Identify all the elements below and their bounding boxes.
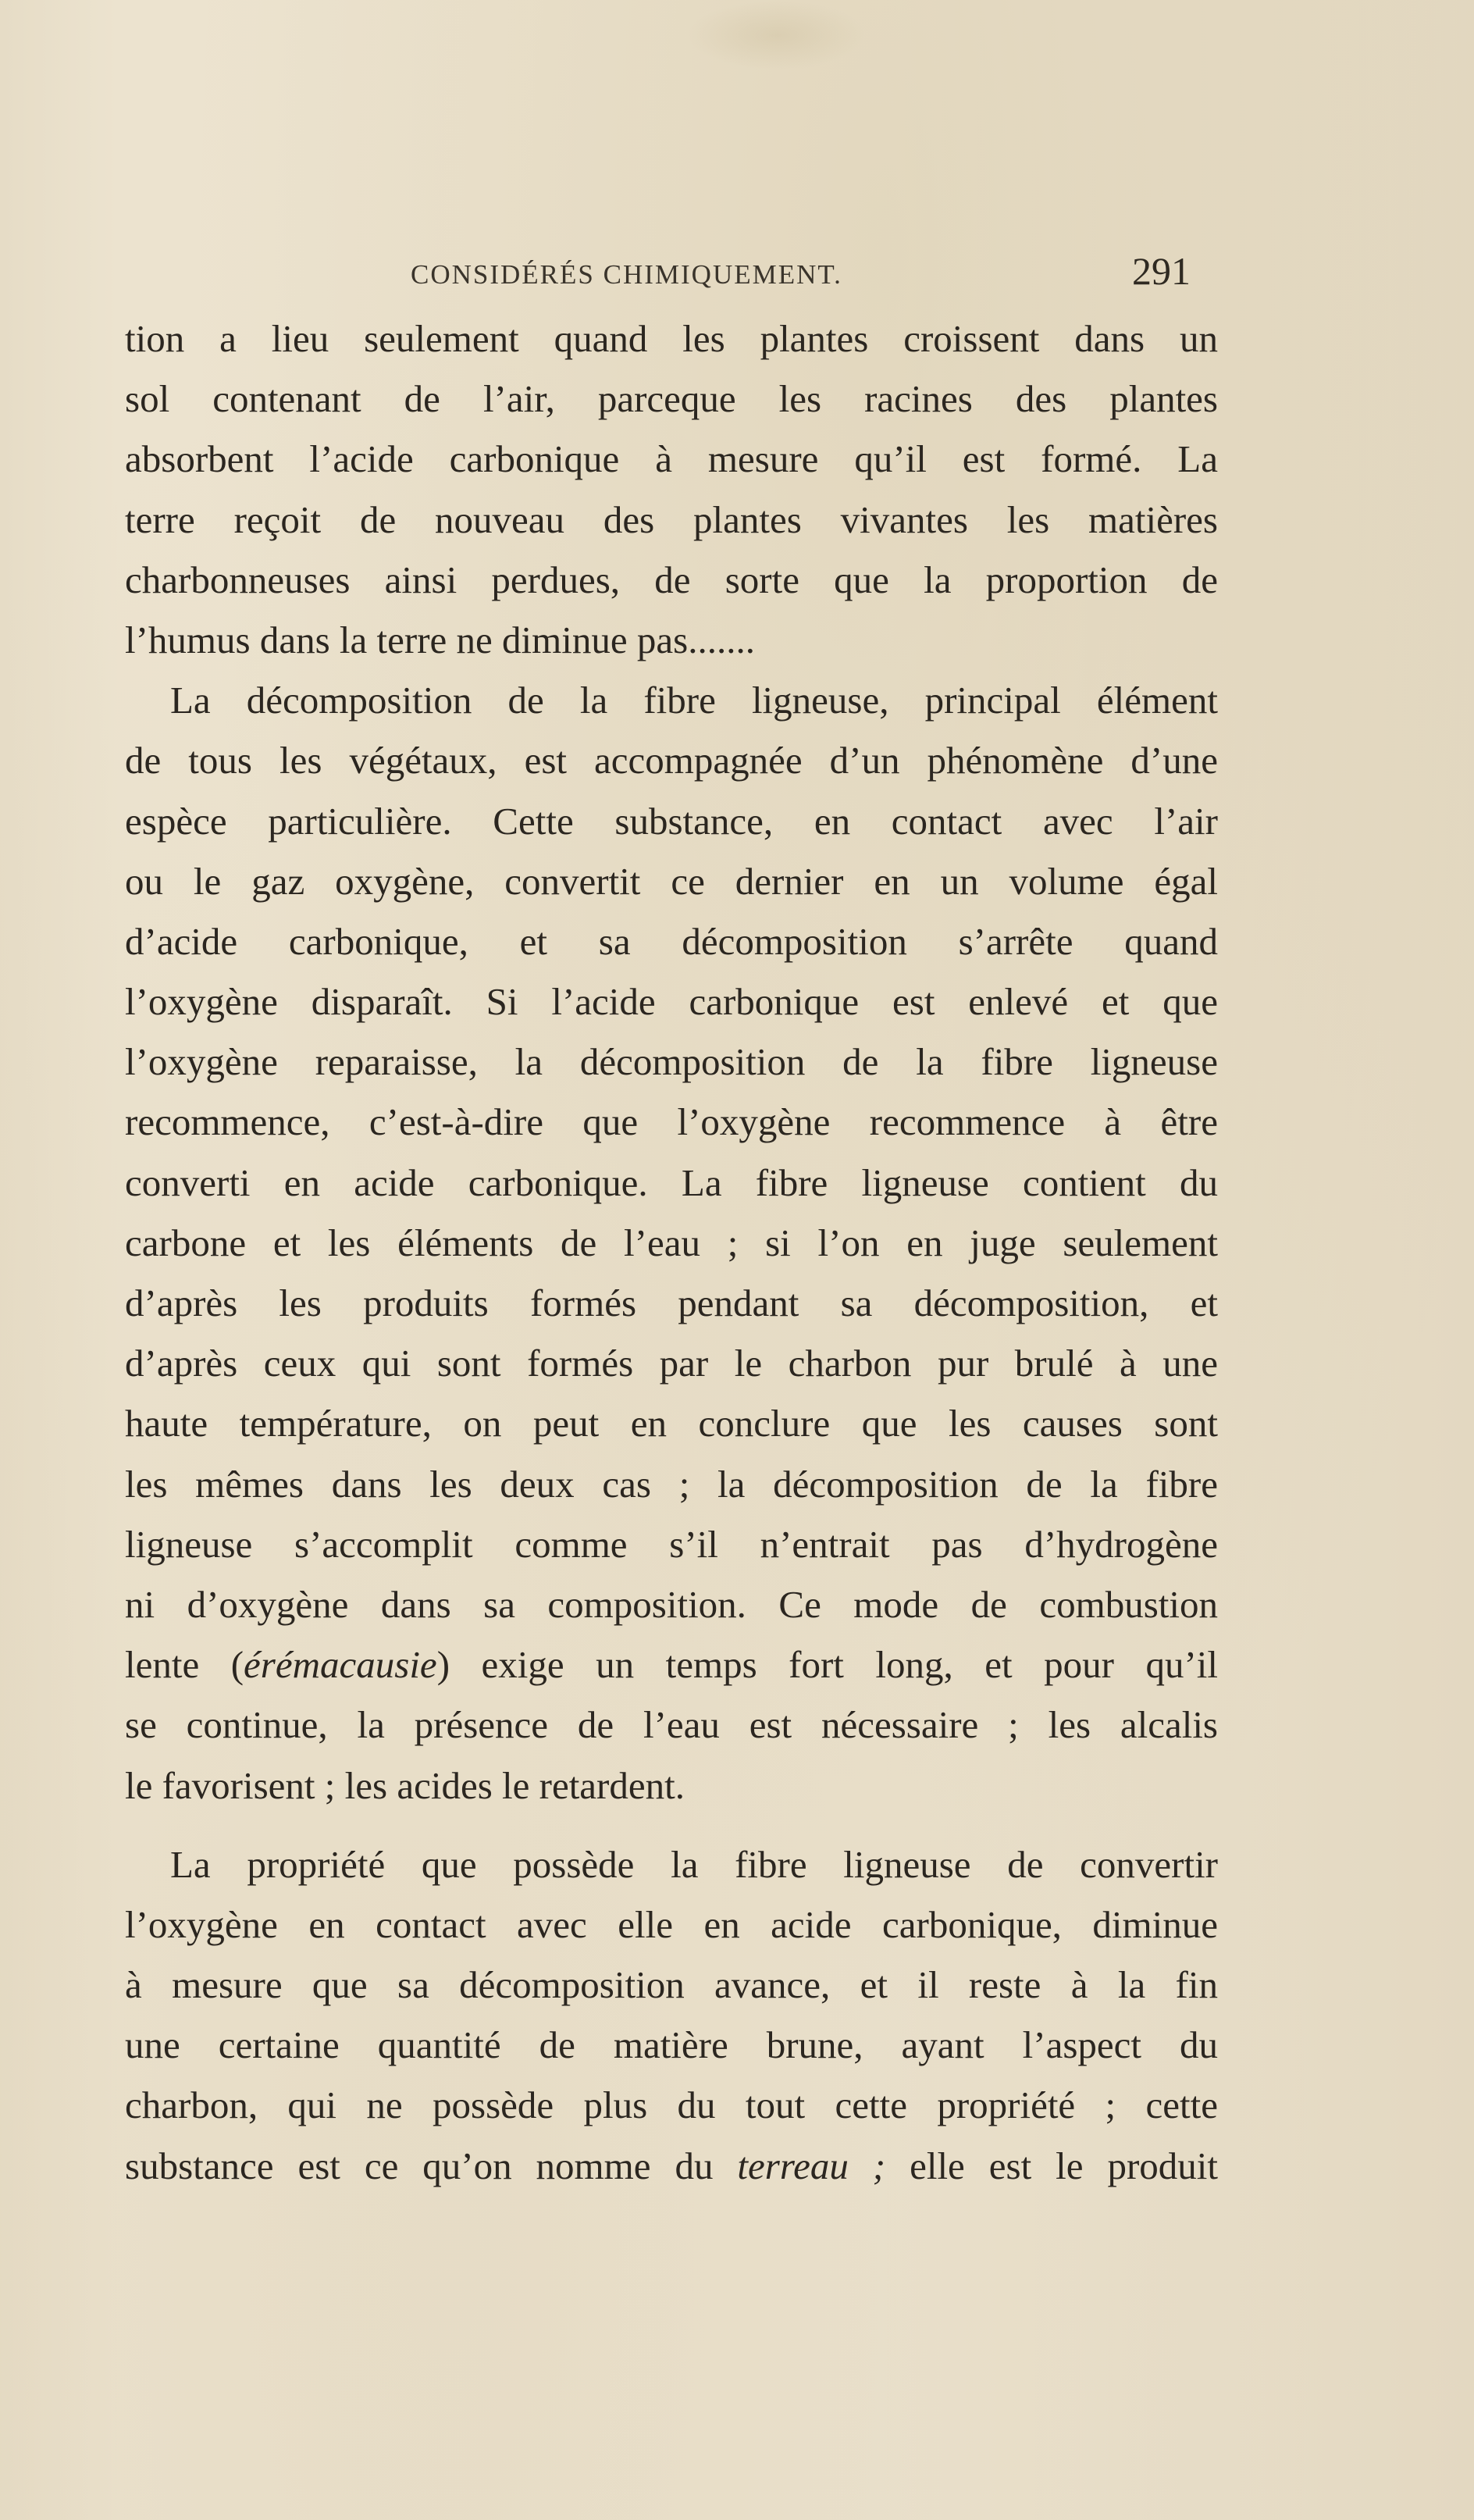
text-line: carbone et les éléments de l’eau ; si l’on en juge seulement <box>125 1221 1218 1264</box>
running-title: CONSIDÉRÉS CHIMIQUEMENT. <box>411 259 842 290</box>
text-segment: elle est le produit <box>885 2144 1218 2187</box>
text-line: haute température, on peut en conclure que les causes sont <box>125 1402 1218 1445</box>
page-header <box>125 248 1218 295</box>
text-line: de tous les végétaux, est accompagnée d’un phénomène d’une <box>125 739 1218 782</box>
text-line: à mesure que sa décomposition avance, et il reste à la fin <box>125 1963 1218 2007</box>
text-segment: lente ( <box>125 1643 244 1687</box>
text-line: les mêmes dans les deux cas ; la décomposition de la fibre <box>125 1462 1218 1506</box>
text-line: l’oxygène reparaisse, la décomposition de la fibre ligneuse <box>125 1040 1218 1084</box>
text-line: charbonneuses ainsi perdues, de sorte que la proportion de <box>125 558 1218 601</box>
text-line: charbon, qui ne possède plus du tout cette propriété ; cette <box>125 2083 1218 2127</box>
text-segment: substance est ce qu’on nomme du <box>125 2144 738 2187</box>
text-line: d’après ceux qui sont formés par le charbon pur brulé à une <box>125 1342 1218 1385</box>
text-line: ni d’oxygène dans sa composition. Ce mode de combustion <box>125 1582 1218 1626</box>
body-text <box>125 308 1218 2196</box>
italic-term: terreau ; <box>737 2144 886 2187</box>
text-line: recommence, c’est-à-dire que l’oxygène recommence à être <box>125 1100 1218 1144</box>
paragraph-gap <box>125 1816 1218 1834</box>
italic-term: érémacausie <box>244 1643 437 1687</box>
text-line-with-italic <box>125 1634 1218 1695</box>
text-segment: ) exige un temps fort long, et pour qu’il <box>436 1643 1218 1687</box>
text-line: sol contenant de l’air, parceque les racines des plantes <box>125 377 1218 421</box>
text-line: d’acide carbonique, et sa décomposition s’arrête quand <box>125 919 1218 963</box>
text-line: l’oxygène disparaît. Si l’acide carbonique est enlevé et que <box>125 980 1218 1024</box>
text-line: l’oxygène en contact avec elle en acide carbonique, diminue <box>125 1902 1218 1946</box>
text-line: tion a lieu seulement quand les plantes croissent dans un <box>125 317 1218 360</box>
text-line: d’après les produits formés pendant sa décomposition, et <box>125 1281 1218 1324</box>
text-line-with-italic <box>125 2136 1218 2196</box>
text-line: La décomposition de la fibre ligneuse, principal élément <box>170 679 1218 722</box>
text-line: l’humus dans la terre ne diminue pas....... <box>125 618 755 661</box>
text-line: une certaine quantité de matière brune, ayant l’aspect du <box>125 2023 1218 2067</box>
paper-stain <box>687 0 867 70</box>
text-line: terre reçoit de nouveau des plantes vivantes les matières <box>125 497 1218 541</box>
text-line: ou le gaz oxygène, convertit ce dernier en un volume égal <box>125 859 1218 903</box>
text-line: La propriété que possède la fibre ligneuse de convertir <box>170 1842 1218 1886</box>
text-line: espèce particulière. Cette substance, en contact avec l’air <box>125 799 1218 843</box>
text-line: absorbent l’acide carbonique à mesure qu’il est formé. La <box>125 437 1218 481</box>
text-line: le favorisent ; les acides le retardent. <box>125 1763 685 1807</box>
text-line: se continue, la présence de l’eau est nécessaire ; les alcalis <box>125 1703 1218 1747</box>
text-line: converti en acide carbonique. La fibre ligneuse contient du <box>125 1160 1218 1204</box>
text-line: ligneuse s’accomplit comme s’il n’entrait pas d’hydrogène <box>125 1522 1218 1566</box>
page-number: 291 <box>1132 249 1191 293</box>
